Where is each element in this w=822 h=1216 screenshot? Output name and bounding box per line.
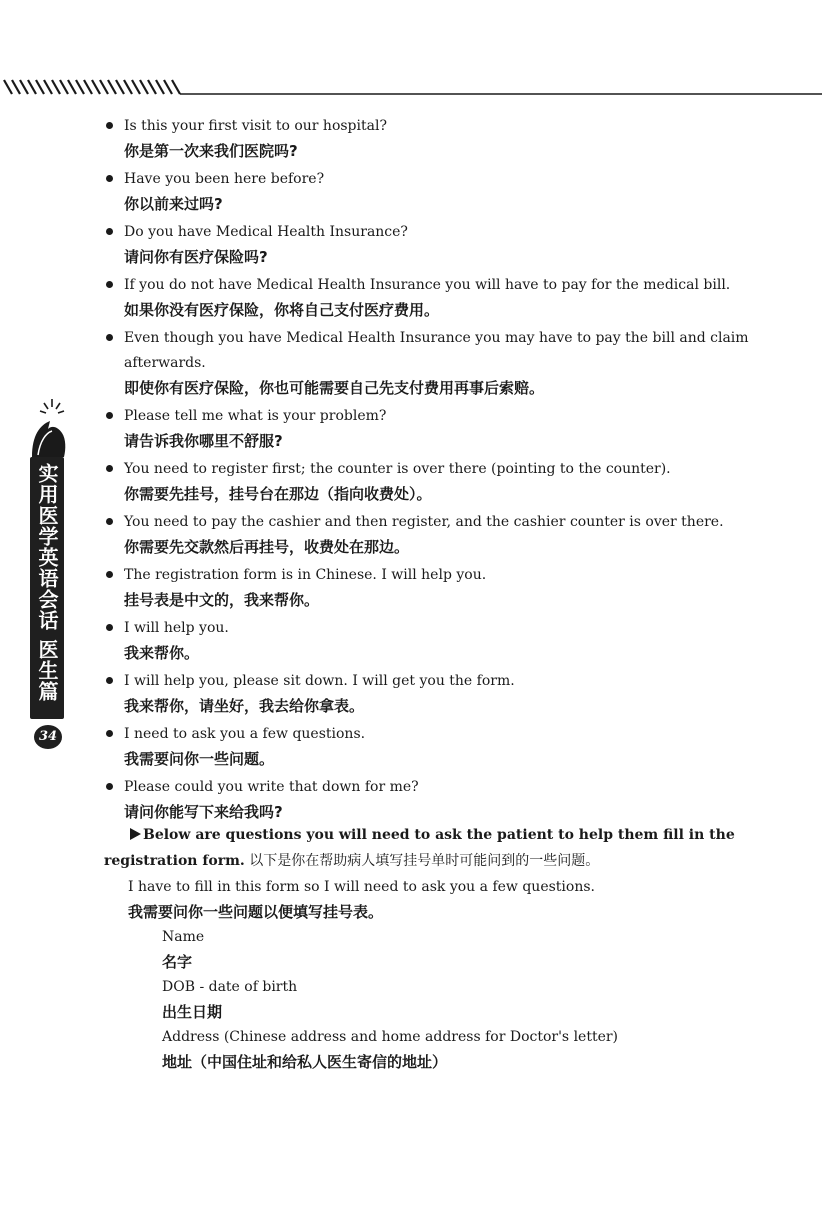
side-tab	[22, 395, 74, 775]
field-en: DOB - date of birth	[162, 979, 298, 995]
phrase-en: I need to ask you a few questions.	[124, 726, 366, 742]
phrase-item	[104, 775, 754, 824]
section-intro	[104, 822, 754, 874]
lead-zh: 我需要问你一些问题以便填写挂号表。	[128, 903, 384, 921]
field-en: Name	[162, 929, 205, 945]
phrase-zh: 你以前来过吗?	[124, 195, 223, 213]
phrase-en: Please could you write that down for me?	[124, 779, 419, 795]
phrase-item	[104, 273, 754, 322]
bullet-icon	[106, 281, 113, 288]
field-zh: 地址（中国住址和给私人医生寄信的地址）	[162, 1053, 448, 1071]
bullet-icon	[106, 518, 113, 525]
phrase-zh: 我来帮你。	[124, 644, 200, 662]
bullet-icon	[106, 122, 113, 129]
book-title-tab	[30, 457, 64, 719]
field-en: Address (Chinese address and home address for Doctor's letter)	[162, 1029, 619, 1045]
phrase-en: I will help you, please sit down. I will get you the form.	[124, 673, 515, 689]
lead-en: I have to fill in this form so I will need to ask you a few questions.	[128, 879, 595, 895]
phrase-zh: 请问你有医疗保险吗?	[124, 248, 268, 266]
bullet-icon	[106, 571, 113, 578]
bullet-icon	[106, 730, 113, 737]
phrase-zh: 请告诉我你哪里不舒服?	[124, 432, 283, 450]
phrase-item	[104, 404, 754, 453]
section-intro-en: Below are questions you will need to ask the patient to help them fill in the registration form.	[104, 827, 735, 869]
phrase-list	[104, 114, 754, 828]
page-number: 34	[34, 725, 62, 749]
doctor-ornament-icon	[22, 395, 74, 457]
phrase-item	[104, 669, 754, 718]
phrase-zh: 你需要先交款然后再挂号，收费处在那边。	[124, 538, 410, 556]
section-intro-zh: 以下是你在帮助病人填写挂号单时可能问到的一些问题。	[249, 853, 600, 869]
phrase-zh: 即使你有医疗保险，你也可能需要自己先支付费用再事后索赔。	[124, 379, 545, 397]
bullet-icon	[106, 677, 113, 684]
phrase-zh: 你是第一次来我们医院吗?	[124, 142, 298, 160]
header-rule	[0, 70, 822, 100]
phrase-en: I will help you.	[124, 620, 229, 636]
phrase-item	[104, 220, 754, 269]
phrase-item	[104, 114, 754, 163]
phrase-item	[104, 722, 754, 771]
phrase-en: Do you have Medical Health Insurance?	[124, 224, 408, 240]
bullet-icon	[106, 228, 113, 235]
bullet-icon	[106, 465, 113, 472]
section-lead	[128, 874, 754, 924]
bullet-icon	[106, 175, 113, 182]
bullet-icon	[106, 783, 113, 790]
phrase-zh: 挂号表是中文的，我来帮你。	[124, 591, 320, 609]
phrase-zh: 你需要先挂号，挂号台在那边（指向收费处）。	[124, 485, 432, 503]
form-fields	[162, 924, 754, 1074]
phrase-en: You need to pay the cashier and then register, and the cashier counter is over there.	[124, 514, 724, 530]
book-title: 实用医学英语会话	[35, 463, 59, 631]
bullet-icon	[106, 624, 113, 631]
registration-section	[104, 822, 754, 1074]
phrase-zh: 我需要问你一些问题。	[124, 750, 275, 768]
bullet-icon	[106, 334, 113, 341]
phrase-item	[104, 616, 754, 665]
field-zh: 名字	[162, 953, 193, 971]
phrase-en: If you do not have Medical Health Insurance you will have to pay for the medical bill.	[124, 277, 731, 293]
phrase-item	[104, 326, 754, 400]
bullet-icon	[106, 412, 113, 419]
arrow-icon	[130, 828, 141, 840]
phrase-zh: 如果你没有医疗保险，你将自己支付医疗费用。	[124, 301, 440, 319]
section-title: 医生篇	[35, 639, 59, 702]
field-zh: 出生日期	[162, 1003, 223, 1021]
phrase-item	[104, 510, 754, 559]
phrase-zh: 请问你能写下来给我吗?	[124, 803, 283, 821]
phrase-en: You need to register first; the counter is over there (pointing to the counter).	[124, 461, 671, 477]
phrase-en: Please tell me what is your problem?	[124, 408, 387, 424]
phrase-item	[104, 457, 754, 506]
phrase-item	[104, 563, 754, 612]
phrase-en: Have you been here before?	[124, 171, 325, 187]
phrase-zh: 我来帮你，请坐好，我去给你拿表。	[124, 697, 365, 715]
phrase-en: The registration form is in Chinese. I will help you.	[124, 567, 487, 583]
phrase-item	[104, 167, 754, 216]
phrase-en: Even though you have Medical Health Insurance you may have to pay the bill and claim afterwards.	[124, 330, 749, 371]
phrase-en: Is this your first visit to our hospital?	[124, 118, 387, 134]
